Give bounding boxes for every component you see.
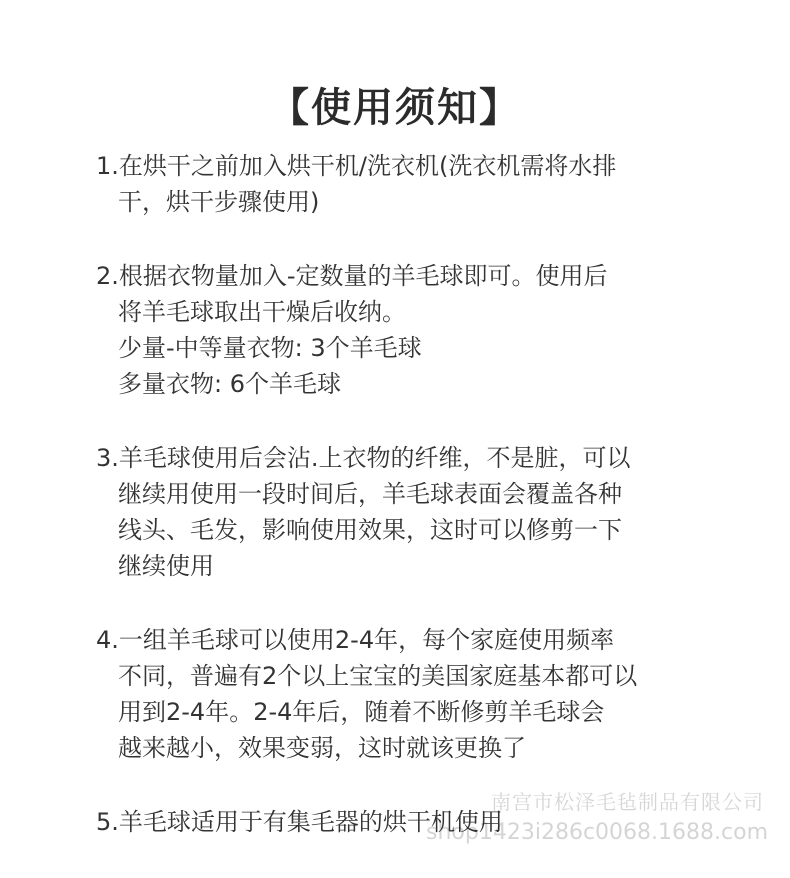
instruction-item-3 (96, 440, 736, 584)
instruction-line: 越来越小，效果变弱，这时就该更换了 (118, 734, 526, 762)
instruction-line: 4.一组羊毛球可以使用2-4年，每个家庭使用频率 (96, 626, 615, 654)
instruction-item-4 (96, 622, 736, 766)
instruction-line: 5.羊毛球适用于有集毛器的烘干机使用 (96, 808, 503, 836)
instruction-line: 1.在烘干之前加入烘干机/洗衣机(洗衣机需将水排 (96, 152, 617, 180)
instruction-line: 继续使用 (118, 552, 214, 580)
instruction-line: 多量衣物: 6个羊毛球 (118, 370, 341, 398)
instruction-line: 少量-中等量衣物: 3个羊毛球 (118, 334, 422, 362)
instruction-line: 干，烘干步骤使用) (118, 188, 320, 216)
instruction-line: 继续用使用一段时间后，羊毛球表面会覆盖各种 (118, 480, 622, 508)
instruction-line: 3.羊毛球使用后会沾.上衣物的纤维，不是脏，可以 (96, 444, 631, 472)
instruction-line: 不同，普遍有2个以上宝宝的美国家庭基本都可以 (118, 662, 638, 690)
instruction-list (96, 148, 736, 878)
instruction-line: 用到2-4年。2-4年后，随着不断修剪羊毛球会 (118, 698, 605, 726)
instruction-item-1 (96, 148, 736, 220)
watermark-shop: shop1423i286c0068.1688.com (426, 820, 768, 845)
instruction-line: 2.根据衣物量加入-定数量的羊毛球即可。使用后 (96, 262, 608, 290)
page-title: 【使用须知】 (269, 85, 521, 131)
watermark-company: 南宫市松泽毛毡制品有限公司 (491, 790, 764, 814)
instruction-item-2 (96, 258, 736, 402)
instruction-line: 线头、毛发，影响使用效果，这时可以修剪一下 (118, 516, 622, 544)
instruction-line: 将羊毛球取出干燥后收纳。 (118, 298, 406, 326)
